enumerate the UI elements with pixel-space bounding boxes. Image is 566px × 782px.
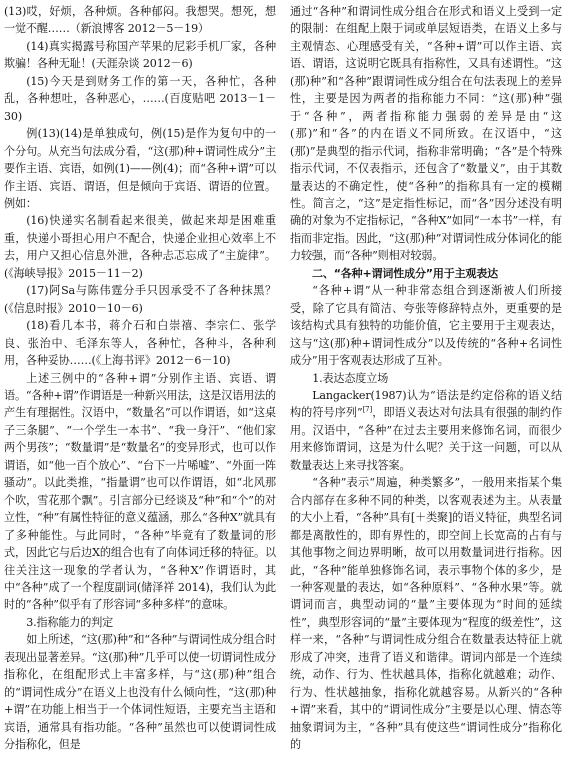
left-paragraph-7: (18)看几本书，蒋介石和白崇禧、李宗仁、张学良、张治中、毛泽东等人，各种忙，各种斗，各种利用，各种妥协……(《上海书评》2012－6－10) bbox=[4, 319, 276, 368]
left-paragraph-1: (13)哎，好烦，各种烦。各种郁闷。我想哭。想死，想一觉不醒……（新浪博客 2012－5－19） bbox=[4, 5, 276, 36]
left-paragraph-3: (15)今天是到财务工作的第一天，各种忙，各种乱，各种想吐，各种恶心，……(百度贴吧 2013－1－30) bbox=[4, 74, 276, 123]
right-paragraph-6: “各种”表示“周遍，种类繁多”，一般用来指某个集合内部存在多种不同的种类，以客观表述为主。从表量的大小上看，“各种”具有[＋类聚]的语义特征，典型名词都是离散性的，即有界性的，即空间上长宽高的占有与其他事物之间边界明晰，故可以用数量词进行指称。因此，“各种”能单独修饰名词，表示事物个体的多少，是一种客观量的表达，如“各种原料”、“各种水果”等。就谓词而言，典型动词的“量”主要体现为“时间的延续性”，典型形容词的“量”主要体现为“程度的级差性”，这样一来，“各种”与谓词性成分组合在数量表达特征上就形成了冲突，违背了语义和谐律。谓词内部是一个连续统，动作、行为、性状越具体，指称化就越难；动作、行为、性状越抽象，指称化就越容易。从新兴的“各种+谓”来看，其中的“谓词性成分”主要是以心理、情态等抽象谓词为主，“各种”具有使这些“谓词性成分”指称化的 bbox=[290, 476, 562, 752]
right-paragraph-2: 二、“各种+谓词性成分”用于主观表达 bbox=[312, 266, 498, 280]
right-column bbox=[290, 3, 562, 782]
right-paragraph-4: 1.表达态度立场 bbox=[312, 371, 389, 385]
left-paragraph-8: 上述三例中的“各种+谓”分别作主语、宾语、谓语。“各种+谓”作谓语是一种新兴用法，这是汉语用法的产生有理据性。汉语中，“数量名”可以作谓语，如“这桌子三条腿”、“一个学生一本书”、“我一身汗”、“他们家两个男孩”；“数量谓”是“数量名”的变异形式，也可以作谓语，如“他一百个放心”、“台下一片唏嘘”、“外面一阵骚动”。以此类推，“指量谓”也可以作谓语，如“北风那个吹，雪花那个飘”。引言部分已经谈及“种”和“个”的对立性，“种”有属性特征的意义蕴涵，那么“各种X”就具有了多种能性。与此同时，“各种”毕竟有了数量词的形式，因此它与后边X的组合也有了向体词迁移的特征。以往关注这一现象的学者认为，“各种X”作谓语时，其中“各种”成了一个程度副词(储泽祥 2014)，我们认为此时的“各种”似乎有了形容词“多种多样”的意味。 bbox=[4, 371, 276, 612]
right-paragraph-5: Langacker(1987)认为“语法是约定俗称的语义结构的符号序列”[7]，即语义表达对句法具有很强的制约作用。汉语中，“各种”在过去主要用来修饰名词，而很少用来修饰谓词，这是为什么呢？关于这一问题，可以从数量表达上来寻找答案。 bbox=[290, 388, 562, 472]
left-paragraph-9: 3.指称能力的判定 bbox=[26, 615, 114, 629]
right-paragraph-3: “各种+谓”从一种非常态组合到逐渐被人们所接受，除了它具有简洁、夸张等修辞特点外，更重要的是该结构式具有独特的功能价值，它主要用于主观表达，这与“这(那)种+谓词性成分”以及传统的“各种+名词性成分”用于客观表达形成了互补。 bbox=[290, 284, 562, 368]
left-column bbox=[4, 3, 276, 782]
left-paragraph-4: 例(13)(14)是单独成句，例(15)是作为复句中的一个分句。从充当句法成分看，“这(那)种+谓词性成分”主要作主语、宾语，如例(1)——例(4)；而“各种+谓”可以作主语、宾语、谓语，但是倾向于宾语、谓语的位置。例如： bbox=[4, 127, 276, 210]
left-paragraph-2: (14)真实揭露号称国产苹果的尼彩手机厂家，各种欺骗！各种无耻！(天涯杂谈 2012－6) bbox=[4, 39, 276, 71]
left-paragraph-5: (16)快递实名制看起来很美，做起来却是困难重重，快递小哥担心用户不配合，快递企业担心效率上不去，用户又担心信息外泄，各种忐忑忘成了“主旋律”。(《海峡导报》2015－11－2) bbox=[4, 214, 276, 280]
left-paragraph-10: 如上所述，“这(那)种”和“各种”与谓词性成分组合时表现出显著差异。“这(那)种”几乎可以使一切谓词性成分指称化，在组配形式上丰富多样，与“这(那)种”组合的“谓词性成分”在语义上也没有什么倾向性，“这(那)种+谓”在功能上相当于一个体词性短语，主要充当主语和宾语，通常具有指功能。“各种”虽然也可以使谓词性成分指称化，但是 bbox=[4, 633, 276, 752]
right-paragraph-1: 通过“各种”和谓词性成分组合在形式和语义上受到一定的限制：在组配上限于词或单层短语类，在语义上多与主观情态、心理感受有关，“各种+谓”可以作主语、宾语、谓语，这说明它既具有指称性，又具有述谓性。“这(那)种”和“各种”跟谓词性成分组合在句法表现上的差异性，主要是因为两者的指称能力不同：“这(那)种”强于“各种”，两者指称能力强弱的差异是由“这(那)”和“各”的内在语义不同所致。在汉语中，“这(那)”是典型的指示代词，指称非常明确；“各”是个特殊指示代词，不仅表指示，还包含了“数量义”，由于其数量表达的不确定性，使“各种”的指称具有一定的模糊性。简言之，“这”是定指性标记，而“各”因分述没有明确的对象为不定指标记，“各种X”如同“一本书”一样，有指而非定指。因此，“这(那)种”对谓词性成分体词化的能力较强，而“各种”则相对较弱。 bbox=[290, 5, 562, 263]
left-paragraph-6: (17)阿Sa与陈伟霆分手只因承受不了各种抹黑？(《信息时报》2010－10－6) bbox=[4, 284, 276, 315]
citation-marker: [7] bbox=[362, 405, 373, 414]
